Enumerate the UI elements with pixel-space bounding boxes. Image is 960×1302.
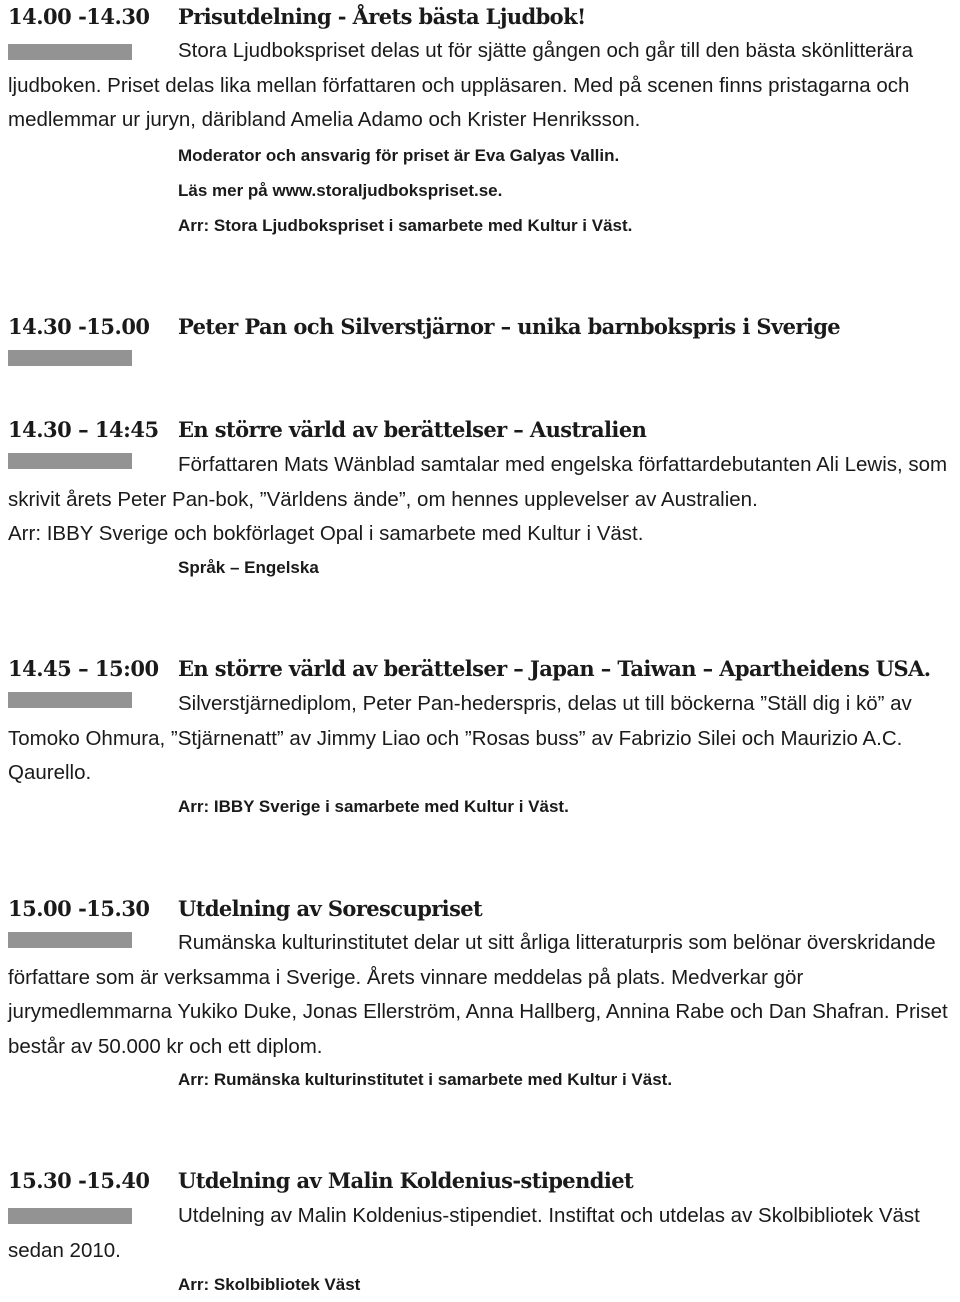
entry-description: Stora Ljudbokspriset delas ut för sjätte gången och går till den bästa skönlitterära ljudboken. Priset delas lika mellan författaren och uppläsaren. Med på scenen finns pristagarna och medlemmar ur juryn, däribland Amelia Adamo och Krister Henriksson.: [8, 39, 914, 131]
grey-bar: [8, 350, 132, 366]
entry-title: En större värld av berättelser – Australien: [178, 417, 647, 442]
entry-organizer: Arr: Stora Ljudbokspriset i samarbete med Kultur i Väst.: [178, 216, 633, 235]
entry-time: 15.00 -15.30: [8, 896, 150, 921]
entry-description: Författaren Mats Wänblad samtalar med engelska författardebutanten Ali Lewis, som skrivit årets Peter Pan-bok, ”Världens ände”, om hennes upplevelser av Australien.: [8, 453, 948, 511]
entry-description: Rumänska kulturinstitutet delar ut sitt årliga litteraturpris som belönar överskridande författare som är verksamma i Sverige. Årets vinnare meddelas på plats. Medverkar gör jurymedlemmarna Yukiko Duke, Jonas Ellerström, Anna Hallberg, Annina Rabe och Dan Shafran. Priset består av 50.000 kr och ett diplom.: [8, 931, 948, 1058]
entry-time: 14.30 – 14:45: [8, 417, 159, 442]
entry-time: 14.00 -14.30: [8, 4, 150, 29]
entry-title: Peter Pan och Silverstjärnor – unika barnbokspris i Sverige: [178, 314, 841, 339]
entry-title: Utdelning av Sorescupriset: [178, 896, 483, 921]
entry-time: 14.45 – 15:00: [8, 656, 159, 681]
entry-organizer: Arr: Skolbibliotek Väst: [178, 1275, 361, 1294]
entry-time: 15.30 -15.40: [8, 1168, 150, 1193]
entry-organizer: Arr: Rumänska kulturinstitutet i samarbete med Kultur i Väst.: [178, 1070, 673, 1089]
entry-title: Utdelning av Malin Koldenius-stipendiet: [178, 1168, 634, 1193]
entry-link-note: Läs mer på www.storaljudbokspriset.se.: [178, 181, 503, 200]
entry-organizer: Arr: IBBY Sverige i samarbete med Kultur i Väst.: [178, 797, 569, 816]
entry-title: En större värld av berättelser – Japan – Taiwan – Apartheidens USA.: [178, 656, 931, 681]
entry-title: Prisutdelning - Årets bästa Ljudbok!: [178, 4, 586, 29]
entry-description: Silverstjärnediplom, Peter Pan-hederspris, delas ut till böckerna ”Ställ dig i kö” av Tomoko Ohmura, ”Stjärnenatt” av Jimmy Liao och ”Rosas buss” av Fabrizio Silei och Maurizio A.C. Qaurello.: [8, 692, 912, 784]
entry-description: Utdelning av Malin Koldenius-stipendiet. Instiftat och utdelas av Skolbibliotek Väst sedan 2010.: [8, 1204, 920, 1262]
entry-time: 14.30 -15.00: [8, 314, 150, 339]
entry-organizer: Arr: IBBY Sverige och bokförlaget Opal i samarbete med Kultur i Väst.: [8, 522, 644, 545]
entry-note: Moderator och ansvarig för priset är Eva Galyas Vallin.: [178, 146, 620, 165]
entry-language: Språk – Engelska: [178, 558, 319, 577]
